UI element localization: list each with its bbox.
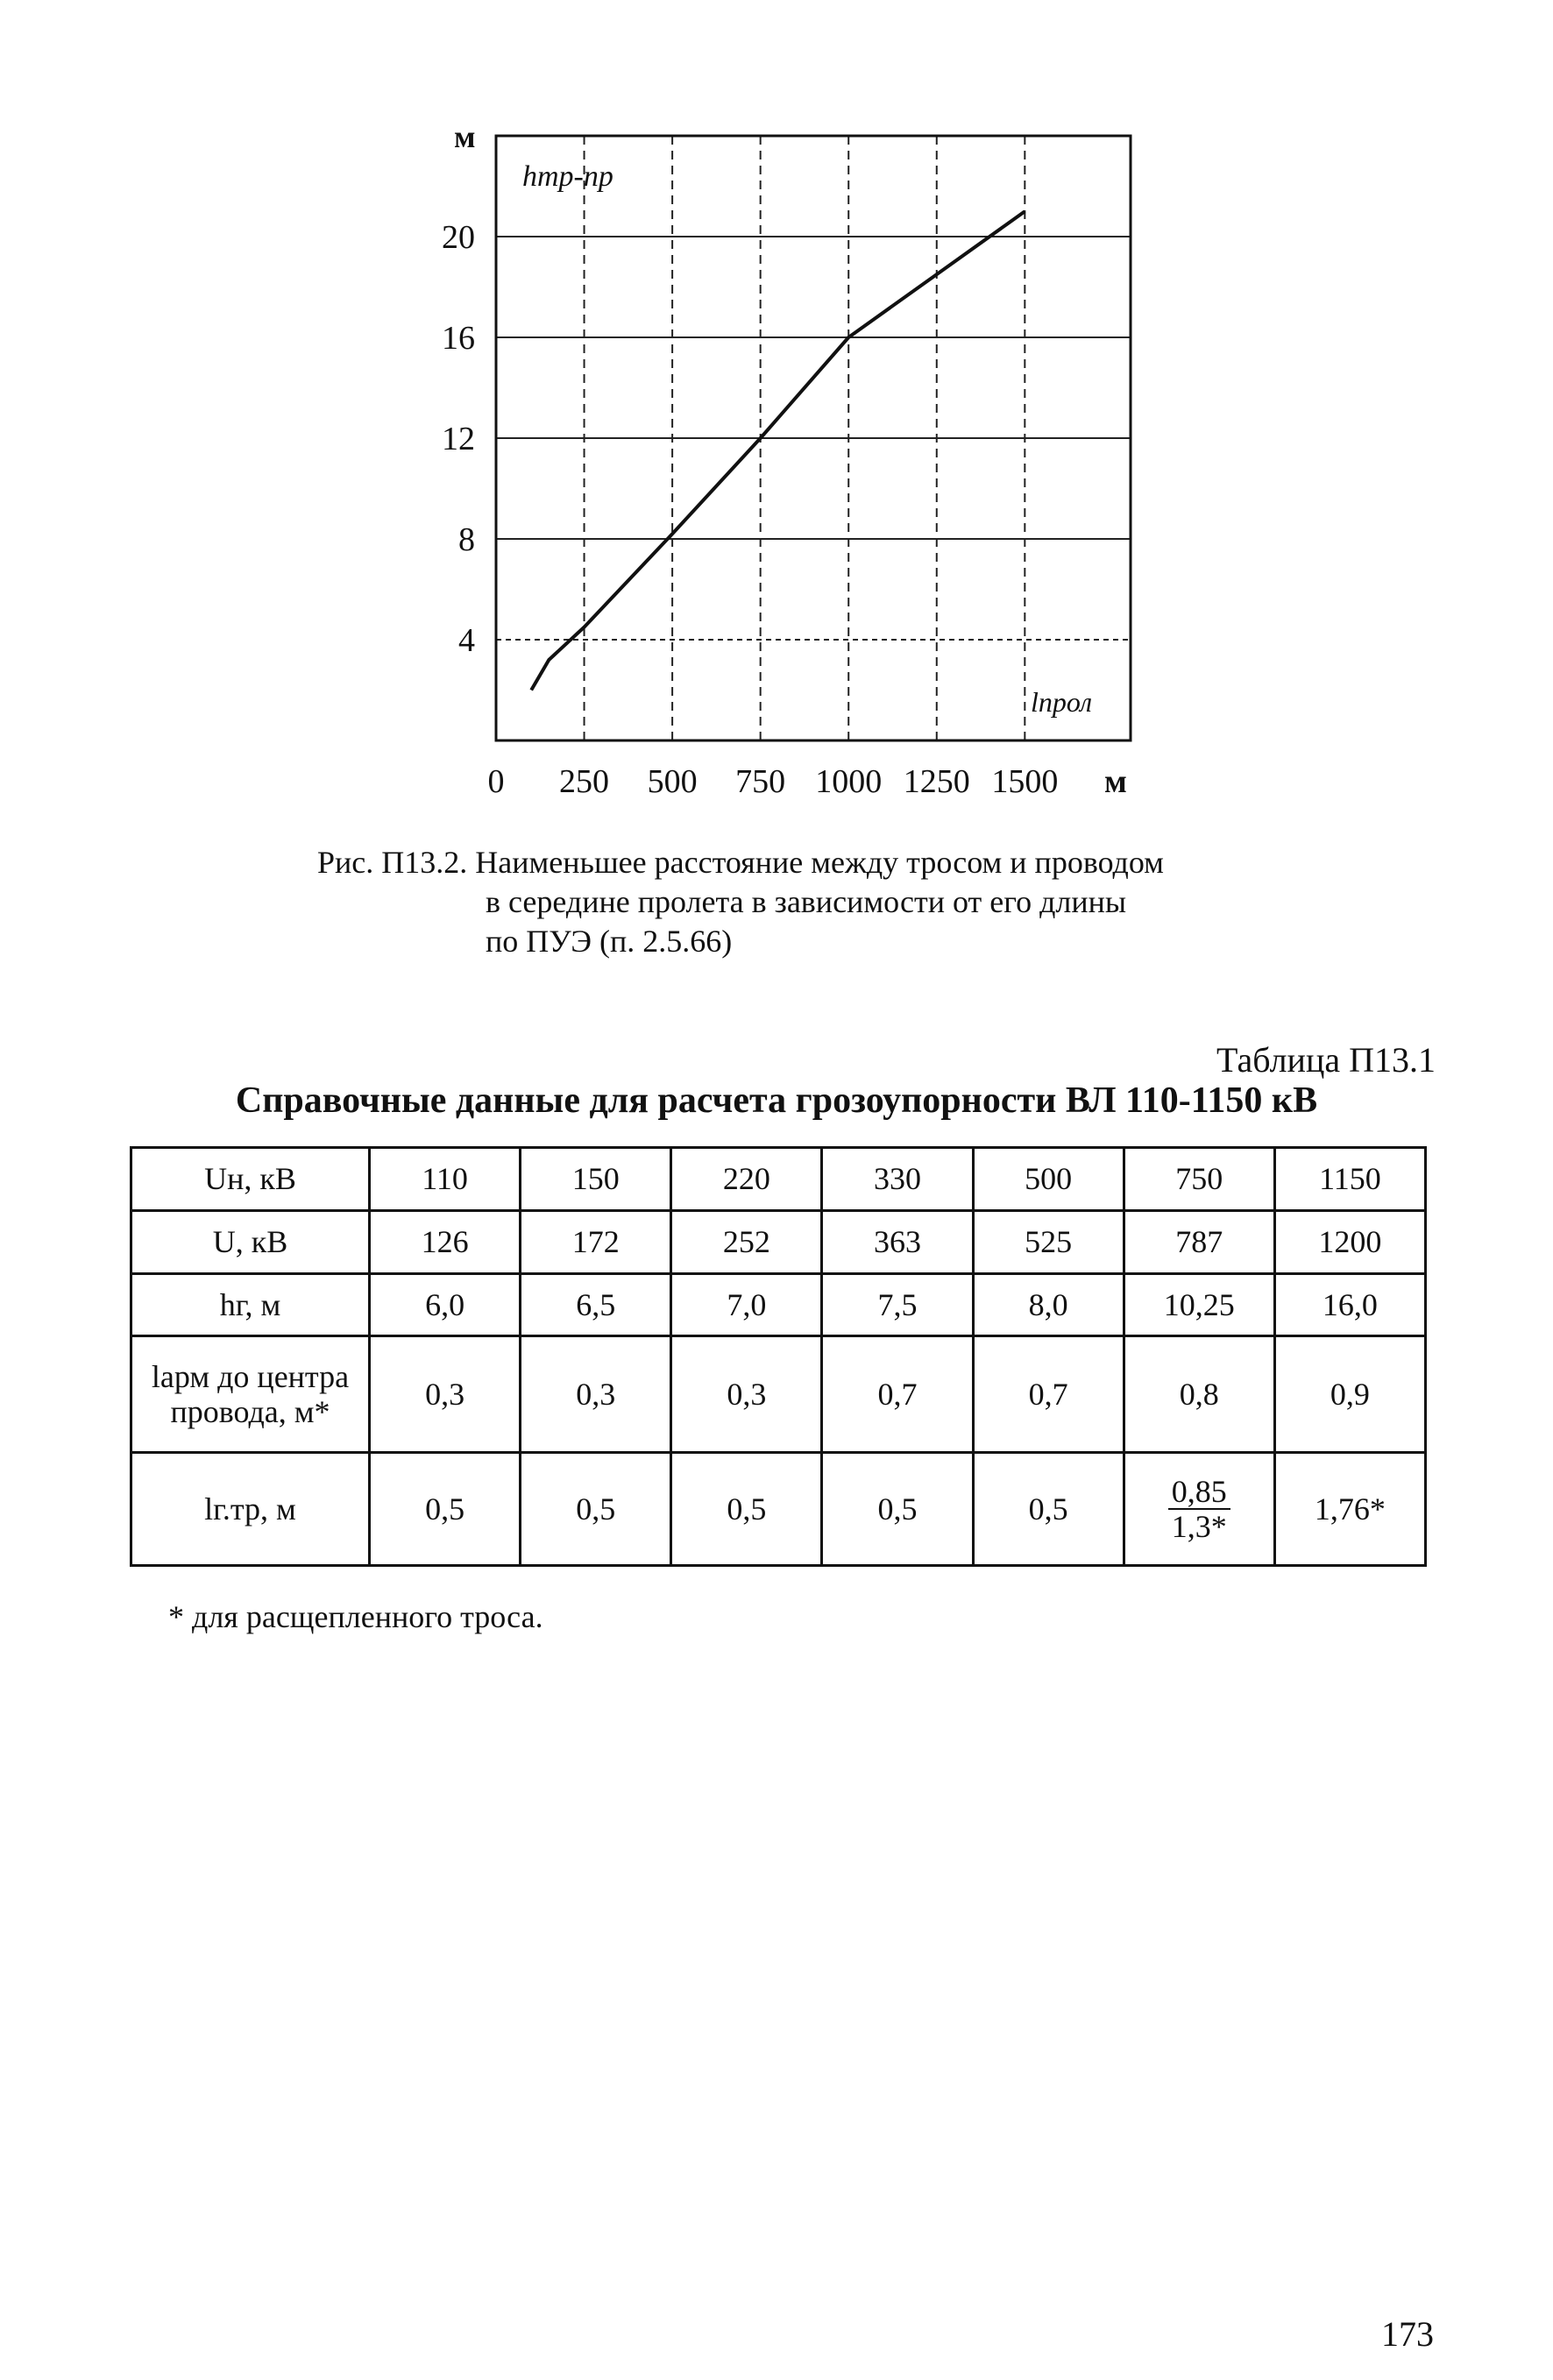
table-cell: 6,0	[370, 1273, 521, 1336]
table-cell: 172	[521, 1210, 671, 1273]
table-row	[131, 1148, 1426, 1211]
table-cell: 0,3	[370, 1336, 521, 1452]
row-header: Uн, кВ	[131, 1148, 370, 1211]
table-cell: 0,5	[822, 1452, 973, 1565]
table-cell: 0,3	[671, 1336, 822, 1452]
table-cell: 0,9	[1274, 1336, 1425, 1452]
table-cell: 363	[822, 1210, 973, 1273]
table-cell: 6,5	[521, 1273, 671, 1336]
table-title: Справочные данные для расчета грозоупорности ВЛ 110-1150 кВ	[235, 1080, 1318, 1121]
table-cell: 1200	[1274, 1210, 1425, 1273]
table-cell: 0,8	[1124, 1336, 1274, 1452]
page-number: 173	[1381, 2314, 1434, 2354]
row-header: U, кВ	[131, 1210, 370, 1273]
row-header-line: lарм до центра	[151, 1359, 350, 1395]
x-tick-label: 1500	[991, 763, 1059, 800]
table-cell: 150	[521, 1148, 671, 1211]
table-row	[131, 1273, 1426, 1336]
table-cell: 0,5	[671, 1452, 822, 1565]
table-cell: 0,5	[973, 1452, 1124, 1565]
table-cell: 0,7	[822, 1336, 973, 1452]
fraction-numerator: 0,85	[1168, 1475, 1230, 1510]
x-tick-label: 500	[647, 763, 698, 800]
x-tick-label: 750	[735, 763, 786, 800]
y-tick-label: 20	[442, 219, 475, 256]
series-line	[531, 211, 1025, 690]
table-row	[131, 1452, 1426, 1565]
caption-line: Рис. П13.2. Наименьшее расстояние между тросом и проводом	[317, 845, 1164, 880]
table-cell: 126	[370, 1210, 521, 1273]
y-tick-label: 16	[442, 320, 475, 357]
table-number: Таблица П13.1	[1216, 1040, 1436, 1080]
figure-caption	[317, 843, 1164, 961]
table-cell: 8,0	[973, 1273, 1124, 1336]
clearance-chart	[0, 0, 1553, 824]
y-axis-unit: м	[454, 119, 476, 154]
table-cell: 0,5	[370, 1452, 521, 1565]
table-cell: 750	[1124, 1148, 1274, 1211]
reference-table	[130, 1146, 1427, 1567]
table-row	[131, 1210, 1426, 1273]
table-row	[131, 1336, 1426, 1452]
y-axis-title: hтр-пр	[522, 160, 613, 193]
table-cell: 252	[671, 1210, 822, 1273]
row-header	[131, 1336, 370, 1452]
row-header-line: провода, м*	[170, 1394, 330, 1430]
table-cell: 0,7	[973, 1336, 1124, 1452]
y-tick-label: 12	[442, 421, 475, 457]
table-cell: 787	[1124, 1210, 1274, 1273]
table-cell: 7,0	[671, 1273, 822, 1336]
table-cell: 10,25	[1124, 1273, 1274, 1336]
table-cell: 110	[370, 1148, 521, 1211]
fraction-denominator: 1,3*	[1171, 1508, 1227, 1544]
table-cell: 0,5	[521, 1452, 671, 1565]
x-tick-label: 0	[487, 763, 505, 800]
x-axis-unit: м	[1104, 763, 1127, 800]
table-cell	[1124, 1452, 1274, 1565]
chart-grid	[496, 136, 1131, 740]
row-header: hг, м	[131, 1273, 370, 1336]
fraction-value	[1168, 1475, 1230, 1543]
y-tick-label: 8	[458, 521, 475, 558]
table-footnote: * для расщепленного троса.	[168, 1599, 543, 1634]
x-tick-label: 1000	[815, 763, 883, 800]
x-tick-label: 1250	[903, 763, 970, 800]
y-tick-label: 4	[458, 622, 475, 659]
row-header: lг.тр, м	[131, 1452, 370, 1565]
caption-line: в середине пролета в зависимости от его длины	[486, 884, 1127, 919]
table-cell: 1,76*	[1274, 1452, 1425, 1565]
table-cell: 1150	[1274, 1148, 1425, 1211]
table-cell: 525	[973, 1210, 1124, 1273]
caption-line: по ПУЭ (п. 2.5.66)	[486, 924, 733, 959]
table-cell: 330	[822, 1148, 973, 1211]
table-cell: 16,0	[1274, 1273, 1425, 1336]
table-cell: 500	[973, 1148, 1124, 1211]
table-cell: 7,5	[822, 1273, 973, 1336]
x-tick-label: 250	[559, 763, 610, 800]
x-axis-title: lпрол	[1031, 686, 1093, 718]
table-cell: 0,3	[521, 1336, 671, 1452]
table-cell: 220	[671, 1148, 822, 1211]
